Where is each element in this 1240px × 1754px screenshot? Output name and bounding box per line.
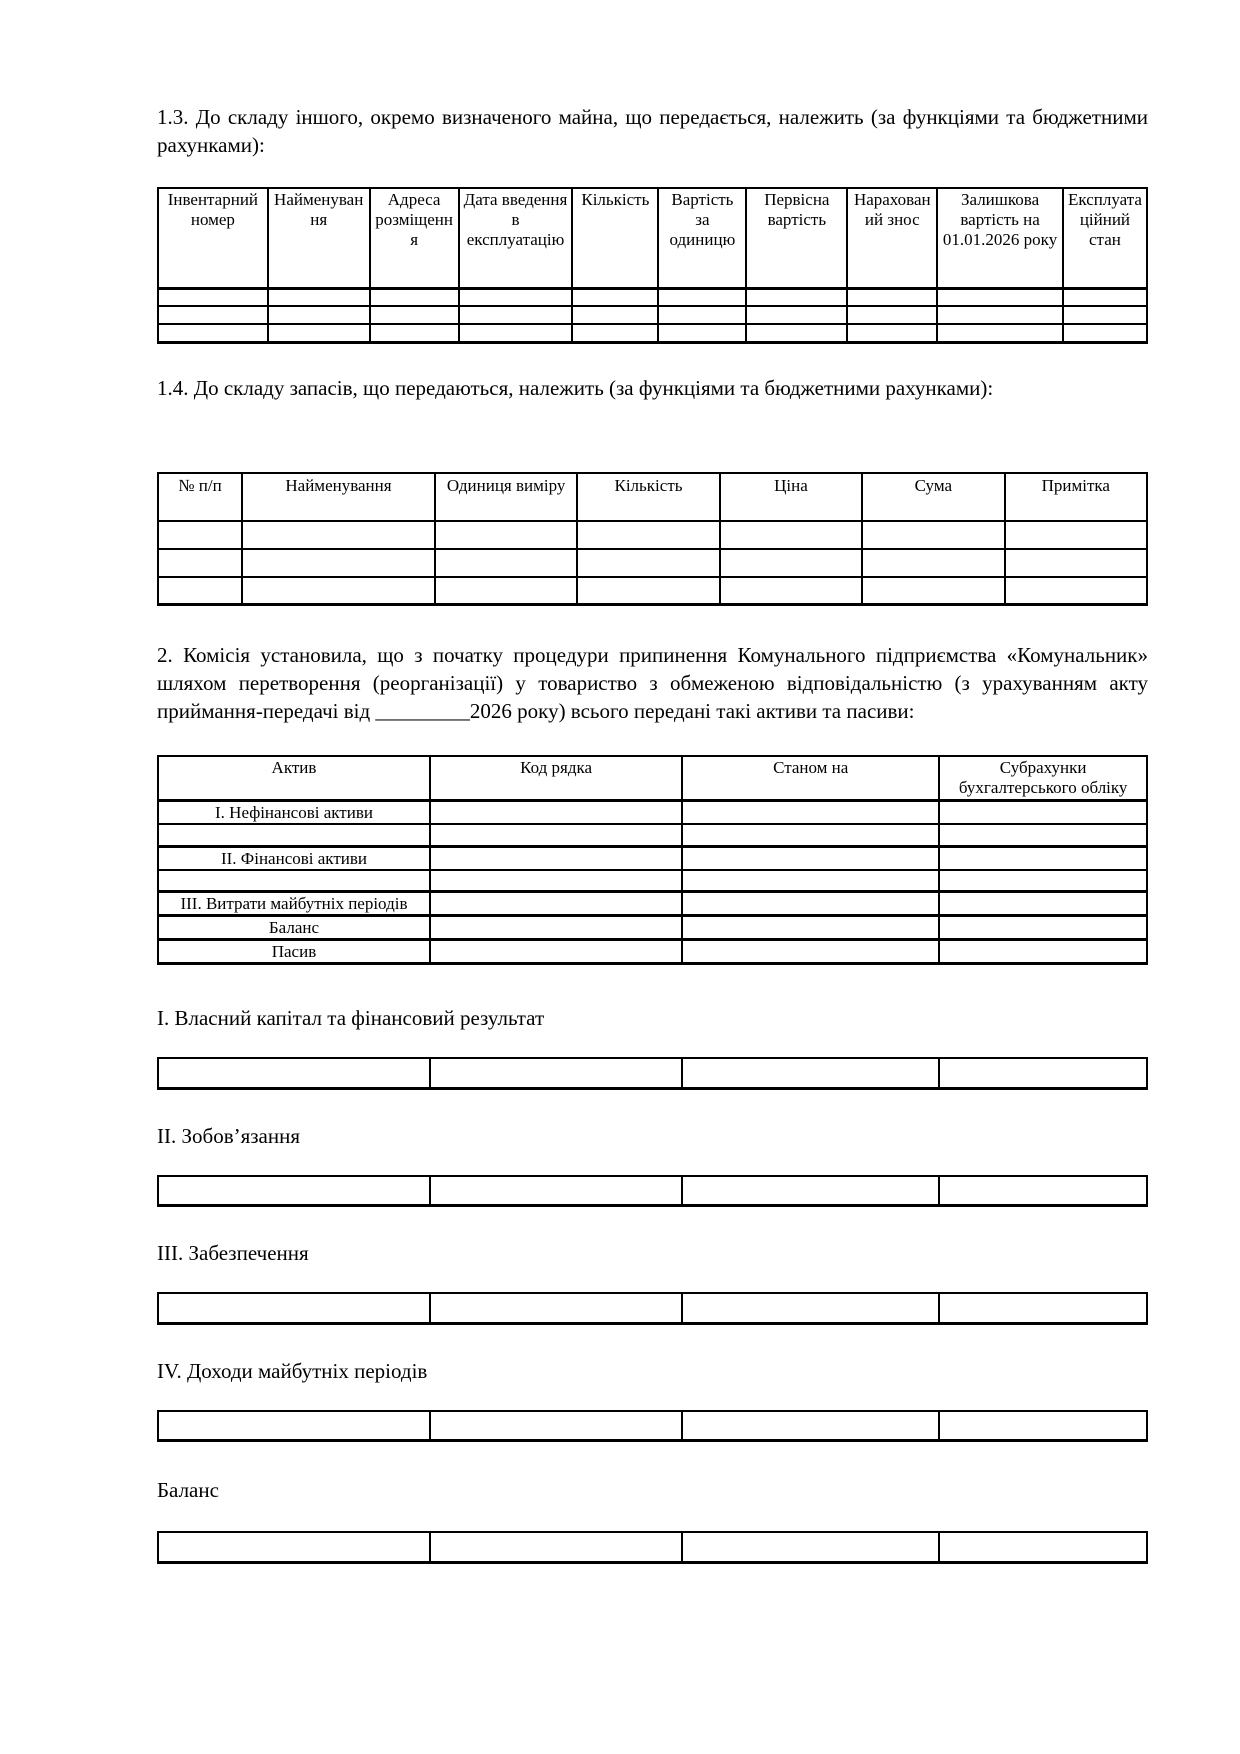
empty-cell <box>847 306 937 324</box>
table-row-future-expenses <box>158 892 1147 916</box>
empty-cell <box>939 1293 1147 1323</box>
section-heading-future-income: IV. Доходи майбутніх періодів <box>157 1358 428 1383</box>
empty-cell <box>430 870 682 892</box>
empty-cell <box>430 892 682 916</box>
paragraph-1-4: 1.4. До складу запасів, що передаються, належить (за функціями та бюджетними рахунками): <box>157 375 994 400</box>
empty-cell <box>242 521 435 549</box>
empty-cell <box>459 324 573 342</box>
empty-cell <box>746 306 847 324</box>
column-header-price: Ціна <box>720 473 862 521</box>
table-row <box>158 1058 1147 1088</box>
empty-cell <box>370 306 459 324</box>
empty-cell <box>720 521 862 549</box>
empty-cell <box>862 577 1004 605</box>
empty-cell <box>572 324 658 342</box>
table-row <box>158 521 1147 549</box>
empty-cell <box>430 1293 682 1323</box>
empty-cell <box>937 288 1063 306</box>
empty-cell <box>939 801 1147 825</box>
empty-cell <box>746 324 847 342</box>
empty-cell <box>158 1532 430 1562</box>
section-table-future-income <box>157 1410 1148 1443</box>
paragraph-2-commission: 2. Комісія установила, що з початку процедури припинення Комунального підприємства «Комунальник» шляхом перетворення (реорганізації) у товариство з обмеженою відповідальністю (з урахуванням акту приймання-передачі від _________2026 року) всього передані такі активи та пасиви: <box>157 643 1148 723</box>
empty-cell <box>242 549 435 577</box>
table-row-liability <box>158 940 1147 964</box>
empty-cell <box>939 916 1147 940</box>
table-1-3-property <box>157 187 1148 344</box>
empty-cell <box>572 288 658 306</box>
empty-cell <box>430 846 682 870</box>
empty-cell <box>430 824 682 846</box>
empty-cell <box>430 1058 682 1088</box>
table-1-4-supplies <box>157 472 1148 607</box>
empty-cell <box>430 1176 682 1206</box>
empty-cell <box>268 306 370 324</box>
empty-cell <box>1005 549 1147 577</box>
assets-table-header-row <box>158 756 1147 801</box>
row-label-cell <box>158 870 430 892</box>
column-header-unit: Одиниця виміру <box>435 473 577 521</box>
row-label-cell: III. Витрати майбутніх періодів <box>158 892 430 916</box>
column-header-subaccounts: Субрахунки бухгалтерського обліку <box>939 756 1147 801</box>
empty-cell <box>268 324 370 342</box>
table-row <box>158 1532 1147 1562</box>
column-header-asset: Актив <box>158 756 430 801</box>
row-label-cell: Пасив <box>158 940 430 964</box>
empty-cell <box>682 870 939 892</box>
section-heading-balance: Баланс <box>157 1478 219 1502</box>
column-header-commissioning-date: Дата введення в експлуатацію <box>459 188 573 288</box>
empty-cell <box>682 892 939 916</box>
empty-cell <box>939 892 1147 916</box>
table-row <box>158 306 1147 324</box>
row-label-cell: I. Нефінансові активи <box>158 801 430 825</box>
column-header-initial-cost: Первісна вартість <box>746 188 847 288</box>
section-heading-obligations: II. Зобов’язання <box>157 1123 301 1148</box>
empty-cell <box>939 940 1147 964</box>
empty-cell <box>158 521 242 549</box>
table-row-financial-assets <box>158 846 1147 870</box>
column-header-quantity: Кількість <box>577 473 719 521</box>
section-table-obligations <box>157 1175 1148 1208</box>
column-header-residual-value: Залишкова вартість на 01.01.2026 року <box>937 188 1063 288</box>
empty-cell <box>435 577 577 605</box>
row-label-cell: II. Фінансові активи <box>158 846 430 870</box>
empty-cell <box>430 1532 682 1562</box>
empty-cell <box>720 549 862 577</box>
empty-cell <box>682 940 939 964</box>
section-heading-provisions: III. Забезпечення <box>157 1241 309 1265</box>
empty-cell <box>158 324 268 342</box>
empty-cell <box>158 549 242 577</box>
empty-cell <box>1005 521 1147 549</box>
empty-cell <box>459 288 573 306</box>
empty-cell <box>682 801 939 825</box>
empty-cell <box>459 306 573 324</box>
empty-cell <box>430 801 682 825</box>
column-header-sum: Сума <box>862 473 1004 521</box>
empty-cell <box>1063 306 1147 324</box>
empty-cell <box>720 577 862 605</box>
section-table-equity <box>157 1057 1148 1090</box>
assets-liabilities-table <box>157 755 1148 965</box>
empty-cell <box>658 288 746 306</box>
empty-cell <box>370 324 459 342</box>
section-table-provisions <box>157 1292 1148 1325</box>
empty-cell <box>862 521 1004 549</box>
empty-cell <box>658 324 746 342</box>
row-label-cell: Баланс <box>158 916 430 940</box>
section-heading-equity: I. Власний капітал та фінансовий результат <box>157 1006 545 1030</box>
column-header-inventory-number: Інвентарний номер <box>158 188 268 288</box>
table-row-balance <box>158 916 1147 940</box>
column-header-depreciation: Нарахований знос <box>847 188 937 288</box>
empty-cell <box>682 846 939 870</box>
empty-cell <box>847 288 937 306</box>
empty-cell <box>682 1293 939 1323</box>
empty-cell <box>1005 577 1147 605</box>
empty-cell <box>939 1411 1147 1441</box>
empty-cell <box>1063 324 1147 342</box>
empty-cell <box>1063 288 1147 306</box>
table-row <box>158 1176 1147 1206</box>
column-header-name: Найменування <box>242 473 435 521</box>
empty-cell <box>370 288 459 306</box>
empty-cell <box>682 824 939 846</box>
column-header-address: Адреса розміщення <box>370 188 459 288</box>
table-row <box>158 870 1147 892</box>
table-row <box>158 1293 1147 1323</box>
table-1-3-header-row <box>158 188 1147 288</box>
empty-cell <box>682 1411 939 1441</box>
table-row <box>158 324 1147 342</box>
empty-cell <box>158 1411 430 1441</box>
empty-cell <box>847 324 937 342</box>
table-row <box>158 549 1147 577</box>
row-label-cell <box>158 824 430 846</box>
empty-cell <box>430 1411 682 1441</box>
empty-cell <box>682 916 939 940</box>
empty-cell <box>682 1532 939 1562</box>
column-header-unit-cost: Вартість за одиницю <box>658 188 746 288</box>
empty-cell <box>939 846 1147 870</box>
empty-cell <box>862 549 1004 577</box>
empty-cell <box>158 288 268 306</box>
empty-cell <box>939 1176 1147 1206</box>
empty-cell <box>939 870 1147 892</box>
empty-cell <box>577 521 719 549</box>
table-row <box>158 824 1147 846</box>
empty-cell <box>577 549 719 577</box>
column-header-operational-state: Експлуатаційний стан <box>1063 188 1147 288</box>
empty-cell <box>746 288 847 306</box>
empty-cell <box>937 306 1063 324</box>
empty-cell <box>435 549 577 577</box>
empty-cell <box>435 521 577 549</box>
empty-cell <box>158 1176 430 1206</box>
column-header-row-number: № п/п <box>158 473 242 521</box>
empty-cell <box>658 306 746 324</box>
column-header-name: Найменування <box>268 188 370 288</box>
empty-cell <box>430 916 682 940</box>
column-header-as-of: Станом на <box>682 756 939 801</box>
column-header-line-code: Код рядка <box>430 756 682 801</box>
column-header-quantity: Кількість <box>572 188 658 288</box>
empty-cell <box>572 306 658 324</box>
table-1-4-header-row <box>158 473 1147 521</box>
table-row-nonfinancial-assets <box>158 801 1147 825</box>
table-row <box>158 577 1147 605</box>
empty-cell <box>158 577 242 605</box>
empty-cell <box>430 940 682 964</box>
empty-cell <box>158 306 268 324</box>
empty-cell <box>577 577 719 605</box>
empty-cell <box>158 1058 430 1088</box>
empty-cell <box>268 288 370 306</box>
table-row <box>158 288 1147 306</box>
table-row <box>158 1411 1147 1441</box>
empty-cell <box>682 1176 939 1206</box>
empty-cell <box>242 577 435 605</box>
column-header-note: Примітка <box>1005 473 1147 521</box>
empty-cell <box>939 1532 1147 1562</box>
section-table-balance <box>157 1531 1148 1564</box>
empty-cell <box>158 1293 430 1323</box>
empty-cell <box>682 1058 939 1088</box>
empty-cell <box>939 824 1147 846</box>
empty-cell <box>939 1058 1147 1088</box>
paragraph-1-3: 1.3. До складу іншого, окремо визначеного майна, що передається, належить (за функціями та бюджетними рахунками): <box>157 105 1148 157</box>
empty-cell <box>937 324 1063 342</box>
